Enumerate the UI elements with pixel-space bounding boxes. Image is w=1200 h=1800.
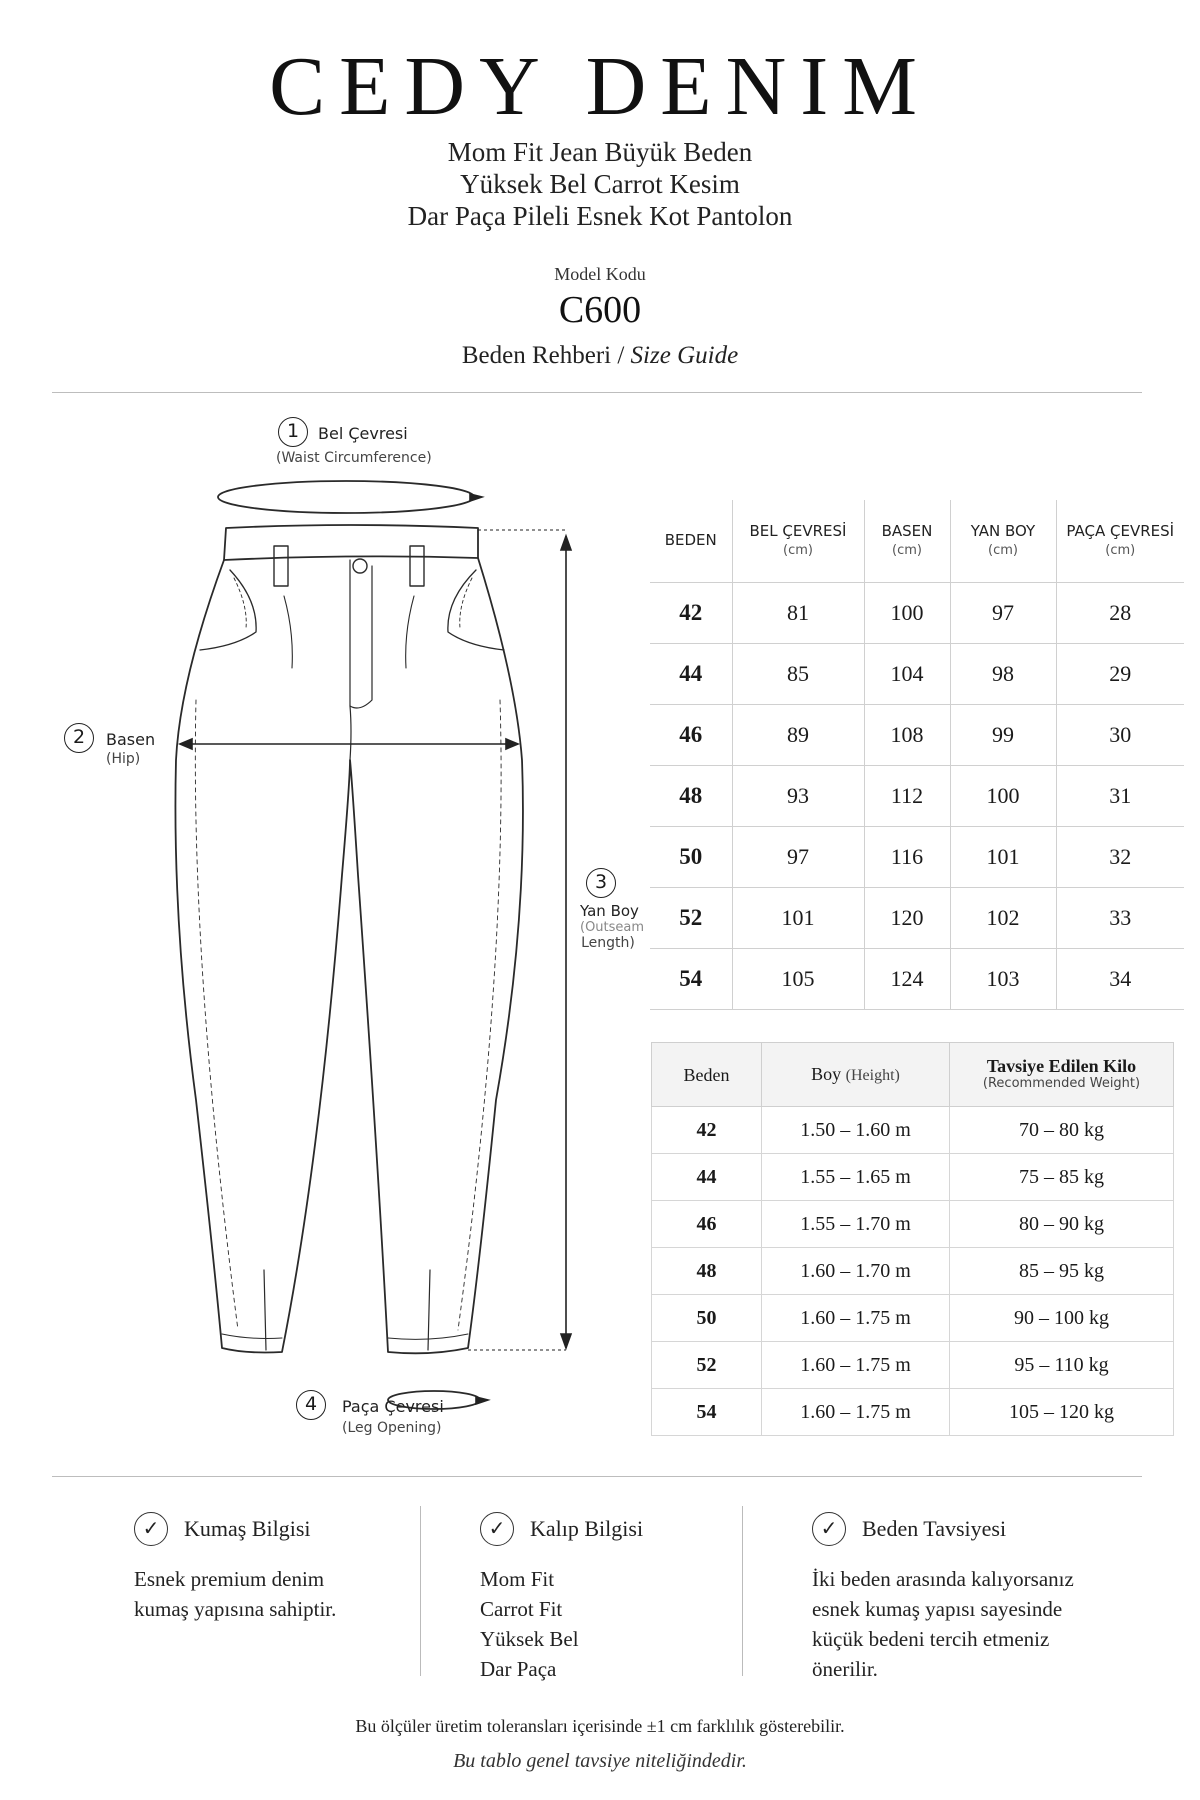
divider-bottom [52, 1476, 1142, 1477]
label-hip [106, 730, 155, 767]
cell-weight: 80 – 90 kg [950, 1201, 1174, 1248]
cell-size: 54 [652, 1389, 762, 1436]
header-unit: (cm) [988, 542, 1018, 558]
label-hip-en: (Hip) [106, 751, 141, 767]
cell-outseam: 103 [950, 948, 1056, 1009]
cell-waist: 93 [732, 765, 864, 826]
info-line: kumaş yapısına sahiptir. [134, 1597, 337, 1621]
header-hip [864, 500, 950, 582]
header-leg [1056, 500, 1184, 582]
info-size-advice [812, 1512, 1152, 1684]
tolerance-note: Bu ölçüler üretim toleransları içerisinde ±1 cm farklılık gösterebilir. [355, 1716, 845, 1736]
hip-arrow-right [506, 739, 518, 749]
pants-drawing [0, 400, 645, 1460]
label-waist [318, 424, 408, 443]
subtitle-line: Mom Fit Jean Büyük Beden [447, 137, 753, 167]
table-row [650, 948, 1184, 1009]
table-row [650, 704, 1184, 765]
cell-waist: 81 [732, 582, 864, 643]
column-divider [420, 1506, 421, 1676]
table-row [650, 582, 1184, 643]
table-row [652, 1154, 1174, 1201]
check-icon: ✓ [134, 1512, 168, 1546]
info-heading [812, 1512, 1152, 1546]
cell-outseam: 100 [950, 765, 1056, 826]
table-row [652, 1248, 1174, 1295]
cell-size: 54 [650, 948, 732, 1009]
outseam-arrow-top [561, 536, 571, 550]
table-row [650, 643, 1184, 704]
info-line: Dar Paça [480, 1657, 557, 1681]
cell-hip: 124 [864, 948, 950, 1009]
label-outseam-en-1: (Outseam [580, 920, 645, 935]
guide-title-en: Size Guide [630, 342, 739, 369]
cell-height: 1.55 – 1.65 m [762, 1154, 950, 1201]
cell-weight: 95 – 110 kg [950, 1342, 1174, 1389]
info-heading [480, 1512, 740, 1546]
column-divider [742, 1506, 743, 1676]
cell-size: 46 [652, 1201, 762, 1248]
cell-weight: 85 – 95 kg [950, 1248, 1174, 1295]
header-label: BEL ÇEVRESİ [749, 521, 847, 540]
size-table [650, 500, 1184, 1010]
info-title: Beden Tavsiyesi [862, 1516, 1007, 1541]
cell-leg: 34 [1056, 948, 1184, 1009]
weight-table-header [652, 1043, 1174, 1107]
info-title: Kalıp Bilgisi [530, 1516, 644, 1541]
table-row [652, 1342, 1174, 1389]
label-waist-sub [276, 450, 432, 466]
header-label-en: (Recommended Weight) [982, 1075, 1141, 1091]
header-weight [950, 1043, 1174, 1107]
pants-outline [175, 558, 523, 1353]
label-waist-en: (Waist Circumference) [276, 450, 432, 466]
check-icon: ✓ [812, 1512, 846, 1546]
measure-number-1: 1 [278, 417, 308, 447]
product-subtitle [0, 136, 1200, 232]
guide-title-tr: Beden Rehberi [461, 342, 612, 369]
label-outseam-en-2: Length) [581, 935, 635, 951]
info-line: Carrot Fit [480, 1597, 563, 1621]
check-icon: ✓ [480, 1512, 514, 1546]
cell-weight: 70 – 80 kg [950, 1107, 1174, 1154]
header-label: YAN BOY [970, 521, 1036, 540]
info-line: Mom Fit [480, 1567, 555, 1591]
header-outseam [950, 500, 1056, 582]
cell-size: 42 [650, 582, 732, 643]
info-heading [134, 1512, 424, 1546]
cell-hip: 120 [864, 887, 950, 948]
cell-hip: 100 [864, 582, 950, 643]
info-title: Kumaş Bilgisi [184, 1516, 311, 1541]
header-unit: (cm) [1105, 542, 1136, 558]
cell-leg: 30 [1056, 704, 1184, 765]
outseam-arrow-bottom [561, 1334, 571, 1348]
label-waist-name: Bel Çevresi [318, 424, 408, 443]
size-guide-title [0, 342, 1200, 370]
info-line: esnek kumaş yapısı sayesinde [812, 1597, 1063, 1621]
info-line: küçük bedeni tercih etmeniz [812, 1627, 1050, 1651]
label-outseam-name: Yan Boy [580, 902, 639, 920]
info-line: Yüksek Bel [480, 1627, 579, 1651]
info-body [134, 1564, 424, 1624]
subtitle-line: Yüksek Bel Carrot Kesim [460, 169, 740, 199]
header-height [762, 1043, 950, 1107]
cell-waist: 105 [732, 948, 864, 1009]
info-fabric [134, 1512, 424, 1624]
weight-table [651, 1042, 1174, 1436]
cell-size: 52 [650, 887, 732, 948]
cell-height: 1.60 – 1.75 m [762, 1389, 950, 1436]
info-fit [480, 1512, 740, 1684]
header-label: Beden [683, 1064, 730, 1085]
measure-number-3: 3 [586, 868, 616, 898]
cell-height: 1.55 – 1.70 m [762, 1201, 950, 1248]
table-row [650, 765, 1184, 826]
cell-height: 1.60 – 1.70 m [762, 1248, 950, 1295]
table-row [650, 826, 1184, 887]
cell-size: 50 [650, 826, 732, 887]
cell-height: 1.60 – 1.75 m [762, 1342, 950, 1389]
cell-size: 48 [650, 765, 732, 826]
divider-top [52, 392, 1142, 393]
cell-waist: 97 [732, 826, 864, 887]
leg-arrow-head [476, 1397, 488, 1404]
disclaimer: Bu tablo genel tavsiye niteliğindedir. [453, 1750, 747, 1772]
measure-number-2: 2 [64, 723, 94, 753]
cell-waist: 101 [732, 887, 864, 948]
waistband [224, 525, 478, 560]
cell-leg: 31 [1056, 765, 1184, 826]
measure-number-4: 4 [296, 1390, 326, 1420]
cell-weight: 75 – 85 kg [950, 1154, 1174, 1201]
header-label: BASEN [881, 521, 933, 540]
header-unit: (cm) [783, 542, 813, 558]
brand-title: CEDY DENIM [269, 40, 931, 133]
label-hip-name: Basen [106, 730, 156, 749]
table-row [652, 1201, 1174, 1248]
cell-outseam: 99 [950, 704, 1056, 765]
header-label: Tavsiye Edilen Kilo [986, 1055, 1137, 1076]
cell-hip: 116 [864, 826, 950, 887]
cell-size: 46 [650, 704, 732, 765]
cell-size: 42 [652, 1107, 762, 1154]
header-label: Boy [811, 1063, 842, 1084]
cell-weight: 90 – 100 kg [950, 1295, 1174, 1342]
cell-size: 48 [652, 1248, 762, 1295]
info-body [812, 1564, 1152, 1684]
cell-leg: 28 [1056, 582, 1184, 643]
header-size [652, 1043, 762, 1107]
cell-leg: 32 [1056, 826, 1184, 887]
info-line: İki beden arasında kalıyorsanız [812, 1567, 1074, 1591]
cell-size: 52 [652, 1342, 762, 1389]
cell-weight: 105 – 120 kg [950, 1389, 1174, 1436]
info-line: önerilir. [812, 1657, 878, 1681]
cell-leg: 29 [1056, 643, 1184, 704]
table-row [652, 1107, 1174, 1154]
waist-measure-ellipse [218, 481, 474, 513]
table-row [652, 1389, 1174, 1436]
label-leg-en: (Leg Opening) [342, 1420, 442, 1436]
cell-height: 1.50 – 1.60 m [762, 1107, 950, 1154]
cell-outseam: 101 [950, 826, 1056, 887]
info-line: Esnek premium denim [134, 1567, 325, 1591]
label-leg [342, 1397, 444, 1436]
cell-waist: 89 [732, 704, 864, 765]
cell-outseam: 97 [950, 582, 1056, 643]
cell-outseam: 98 [950, 643, 1056, 704]
cell-size: 44 [650, 643, 732, 704]
header-size [650, 500, 732, 582]
cell-hip: 104 [864, 643, 950, 704]
size-table-header [650, 500, 1184, 582]
header-label: BEDEN [664, 531, 717, 550]
subtitle-line: Dar Paça Pileli Esnek Kot Pantolon [407, 201, 793, 231]
cell-height: 1.60 – 1.75 m [762, 1295, 950, 1342]
table-row [650, 887, 1184, 948]
header-label-en: (Height) [845, 1066, 900, 1084]
model-label: Model Kodu [554, 264, 646, 284]
hip-arrow-left [180, 739, 192, 749]
cell-hip: 108 [864, 704, 950, 765]
header-label: PAÇA ÇEVRESİ [1066, 521, 1175, 540]
label-leg-name: Paça Çevresi [342, 1397, 444, 1416]
header-waist [732, 500, 864, 582]
cell-size: 50 [652, 1295, 762, 1342]
cell-size: 44 [652, 1154, 762, 1201]
info-body [480, 1564, 740, 1684]
cell-outseam: 102 [950, 887, 1056, 948]
header-unit: (cm) [892, 542, 922, 558]
waist-arrow-head [470, 494, 482, 501]
model-code: C600 [558, 289, 642, 331]
cell-leg: 33 [1056, 887, 1184, 948]
cell-waist: 85 [732, 643, 864, 704]
guide-title-separator: / [611, 342, 631, 369]
cell-hip: 112 [864, 765, 950, 826]
table-row [652, 1295, 1174, 1342]
label-outseam [580, 902, 645, 951]
